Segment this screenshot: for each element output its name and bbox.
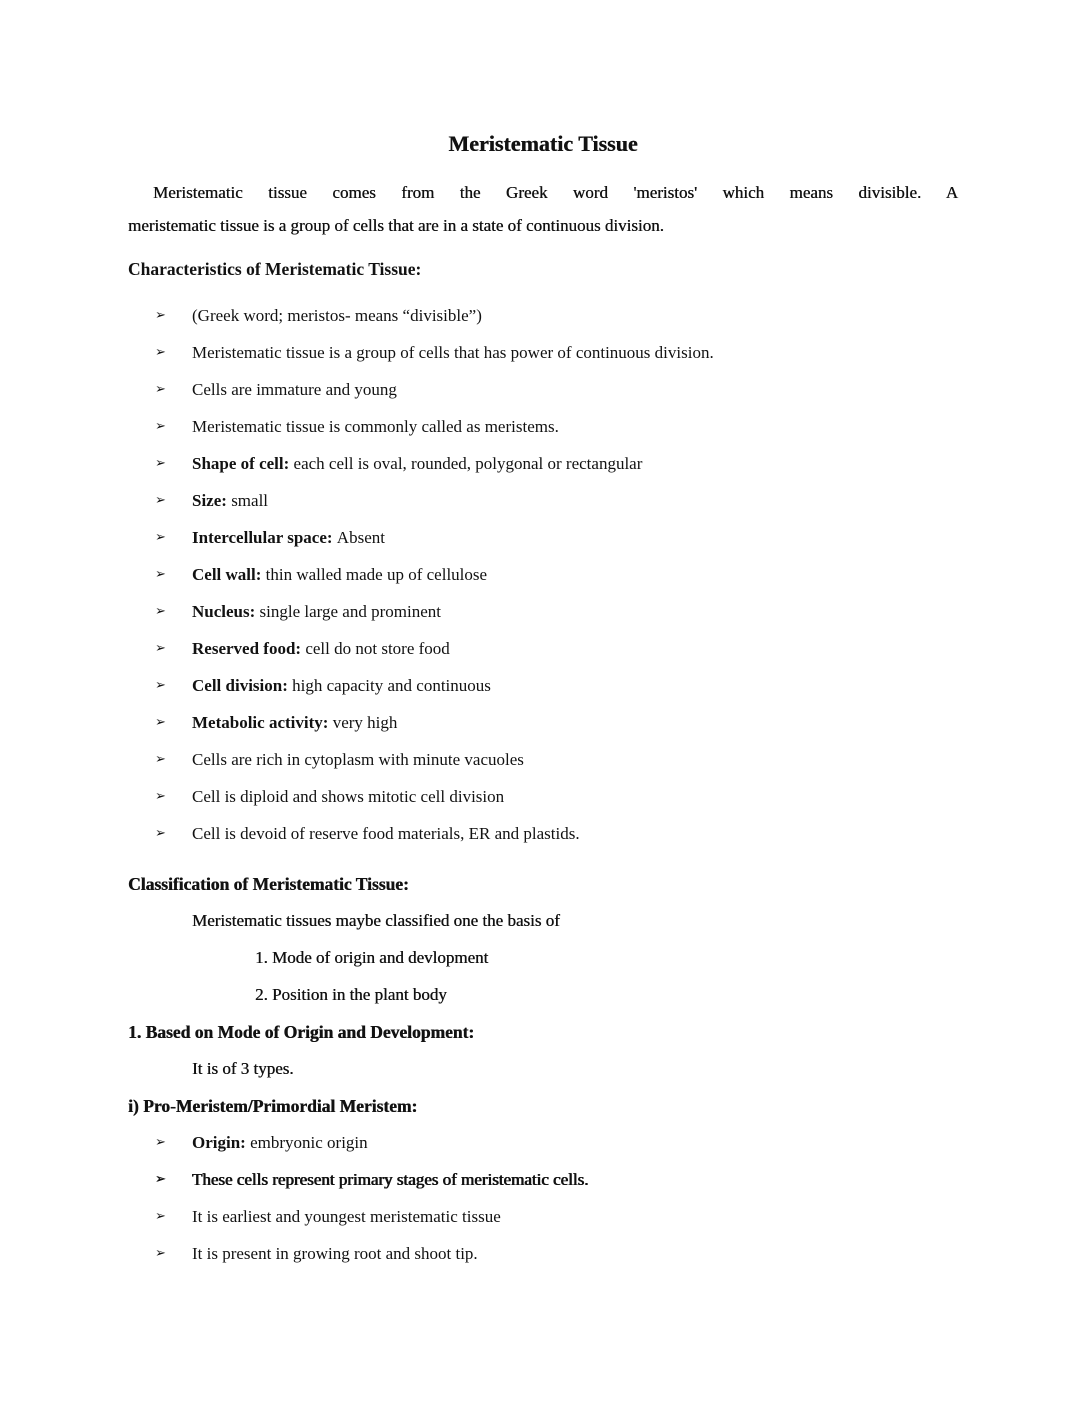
list-item (128, 379, 958, 401)
item-text: very high (332, 713, 398, 732)
list-item (128, 1243, 958, 1265)
item-lead-label: Reserved food: (192, 639, 306, 658)
arrow-bullet-icon: ➢ (155, 419, 166, 434)
characteristics-list (128, 305, 958, 845)
item-lead-label: Intercellular space: (192, 528, 337, 547)
list-item (128, 564, 958, 586)
arrow-bullet-icon: ➢ (155, 382, 166, 397)
intro-line-1: Meristematic tissue comes from the Greek word 'meristos' which means divisible. A (153, 183, 958, 202)
intro-paragraph (128, 176, 958, 242)
item-text: single large and prominent (259, 602, 441, 621)
list-item (128, 490, 958, 512)
arrow-bullet-icon: ➢ (155, 345, 166, 360)
arrow-bullet-icon: ➢ (155, 789, 166, 804)
numbered-line: 2. Position in the plant body (255, 985, 447, 1004)
list-item (128, 342, 958, 364)
list-item (128, 601, 958, 623)
list-item (128, 786, 958, 808)
list-item (128, 1132, 958, 1154)
item-lead-label: Nucleus: (192, 602, 260, 621)
arrow-bullet-icon: ➢ (155, 678, 166, 693)
page-title: Meristematic Tissue (448, 131, 638, 156)
item-lead-label: Cell division: (192, 676, 293, 695)
list-item (128, 1169, 958, 1191)
list-item (128, 1206, 958, 1228)
classification-numbered-list (128, 947, 958, 1006)
item-text: It is present in growing root and shoot tip. (192, 1244, 478, 1263)
item-text: Cells are rich in cytoplasm with minute vacuoles (192, 750, 524, 769)
item-text: It is earliest and youngest meristematic tissue (192, 1207, 501, 1226)
arrow-bullet-icon: ➢ (155, 752, 166, 767)
item-text: Cells are immature and young (192, 380, 397, 399)
item-text: Meristematic tissue is commonly called as meristems. (192, 417, 559, 436)
arrow-bullet-icon: ➢ (155, 308, 166, 323)
arrow-bullet-icon: ➢ (155, 641, 166, 656)
item-lead-label: Shape of cell: (192, 454, 294, 473)
item-text: These cells represent primary stages of meristematic cells. (192, 1170, 589, 1189)
item-text: Absent (336, 528, 385, 547)
item-text: each cell is oval, rounded, polygonal or rectangular (293, 454, 643, 473)
classification-lead: Meristematic tissues maybe classified one the basis of (192, 911, 560, 930)
arrow-bullet-icon: ➢ (155, 1172, 166, 1187)
item-lead-label: Origin: (192, 1133, 251, 1152)
arrow-bullet-icon: ➢ (155, 530, 166, 545)
list-item (128, 675, 958, 697)
list-item (128, 823, 958, 845)
list-item (128, 712, 958, 734)
item-text: Meristematic tissue is a group of cells that has power of continuous division. (192, 343, 714, 362)
item-text: small (231, 491, 269, 510)
item-text: thin walled made up of cellulose (265, 565, 488, 584)
types-note: It is of 3 types. (192, 1059, 294, 1078)
numbered-line: 1. Mode of origin and devlopment (255, 948, 489, 967)
item-text: cell do not store food (305, 639, 450, 658)
arrow-bullet-icon: ➢ (155, 1135, 166, 1150)
arrow-bullet-icon: ➢ (155, 826, 166, 841)
list-item (128, 638, 958, 660)
characteristics-heading: Characteristics of Meristematic Tissue: (128, 259, 422, 279)
item-text: embryonic origin (250, 1133, 368, 1152)
item-text: Cell is diploid and shows mitotic cell division (192, 787, 505, 806)
arrow-bullet-icon: ➢ (155, 715, 166, 730)
pro-meristem-heading: i) Pro-Meristem/Primordial Meristem: (128, 1096, 418, 1116)
item-text: (Greek word; meristos- means “divisible”) (192, 306, 482, 325)
arrow-bullet-icon: ➢ (155, 567, 166, 582)
pro-meristem-list (128, 1132, 958, 1265)
arrow-bullet-icon: ➢ (155, 1246, 166, 1261)
item-text: Cell is devoid of reserve food materials, ER and plastids. (192, 824, 580, 843)
item-lead-label: Cell wall: (192, 565, 266, 584)
intro-line-2: meristematic tissue is a group of cells that are in a state of continuous division. (128, 216, 664, 235)
classification-section (128, 873, 958, 1265)
list-item (128, 305, 958, 327)
arrow-bullet-icon: ➢ (155, 493, 166, 508)
list-item (128, 527, 958, 549)
arrow-bullet-icon: ➢ (155, 1209, 166, 1224)
list-item (128, 749, 958, 771)
item-text: high capacity and continuous (292, 676, 491, 695)
classification-heading: Classification of Meristematic Tissue: (128, 874, 409, 894)
list-item (128, 416, 958, 438)
item-lead-label: Size: (192, 491, 232, 510)
arrow-bullet-icon: ➢ (155, 604, 166, 619)
arrow-bullet-icon: ➢ (155, 456, 166, 471)
item-lead-label: Metabolic activity: (192, 713, 333, 732)
list-item (128, 453, 958, 475)
mode-of-origin-heading: 1. Based on Mode of Origin and Development: (128, 1022, 475, 1042)
